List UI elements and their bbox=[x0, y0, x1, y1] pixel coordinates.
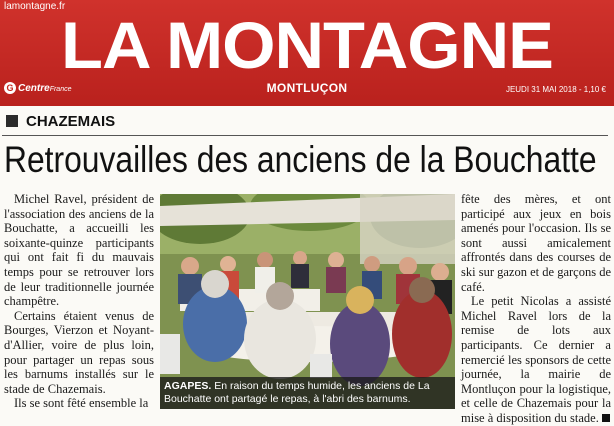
brand-sub: France bbox=[49, 85, 72, 93]
end-of-article-icon bbox=[602, 414, 610, 422]
article-column-3 bbox=[461, 192, 611, 426]
paragraph: Certains étaient venus de Bourges, Vierzon et Noyant-d'Allier, voire de plus loin, pour partager un repas sous les barnums installés sur le stade de Chazemais. bbox=[4, 308, 154, 396]
article-column-1 bbox=[4, 192, 154, 411]
paragraph: fête des mères, et ont participé aux jeux en bois amenés pour l'occasion. Ils se sont aussi amicalement affrontés dans des courses de ski sur gazon et de garçons de café. bbox=[461, 192, 611, 294]
article-photo bbox=[160, 194, 455, 409]
site-url: lamontagne.fr bbox=[4, 1, 66, 12]
edition-name: MONTLUÇON bbox=[266, 81, 348, 95]
photo-caption bbox=[160, 377, 455, 409]
centre-france-icon: G bbox=[4, 82, 16, 94]
paragraph: Michel Ravel, président de l'association des anciens de la Bouchatte, a accueilli les soixante-quinze participants qui ont fait fi du mauvais temps pour se retrouver lors de leur traditionnelle journée champêtre. bbox=[4, 192, 154, 309]
section-label bbox=[2, 111, 608, 136]
caption-text: En raison du temps humide, les anciens de La Bouchatte ont partagé le repas, à l'abri des barnums. bbox=[164, 380, 430, 405]
issue-date-price: JEUDI 31 MAI 2018 - 1,10 € bbox=[505, 85, 606, 94]
newspaper-title: LA MONTAGNE bbox=[61, 8, 553, 82]
paragraph: Ils se sont fêté ensemble la bbox=[14, 396, 149, 411]
article-headline: Retrouvailles des anciens de la Bouchatte bbox=[4, 139, 597, 180]
section-title: CHAZEMAIS bbox=[26, 113, 116, 130]
masthead bbox=[0, 0, 614, 106]
caption-lead: AGAPES. bbox=[164, 380, 212, 392]
brand-name: Centre bbox=[18, 82, 50, 94]
paragraph bbox=[461, 294, 611, 425]
paragraph-text: Le petit Nicolas a assisté Michel Ravel lors de la remise de lots aux participants. Ce dernier a remercié les sponsors de cette journée, la mairie de Montluçon pour la logistique, et celle de Chazemais pour la mise à disposition du stade. bbox=[461, 294, 611, 425]
section-square-icon bbox=[6, 115, 18, 127]
